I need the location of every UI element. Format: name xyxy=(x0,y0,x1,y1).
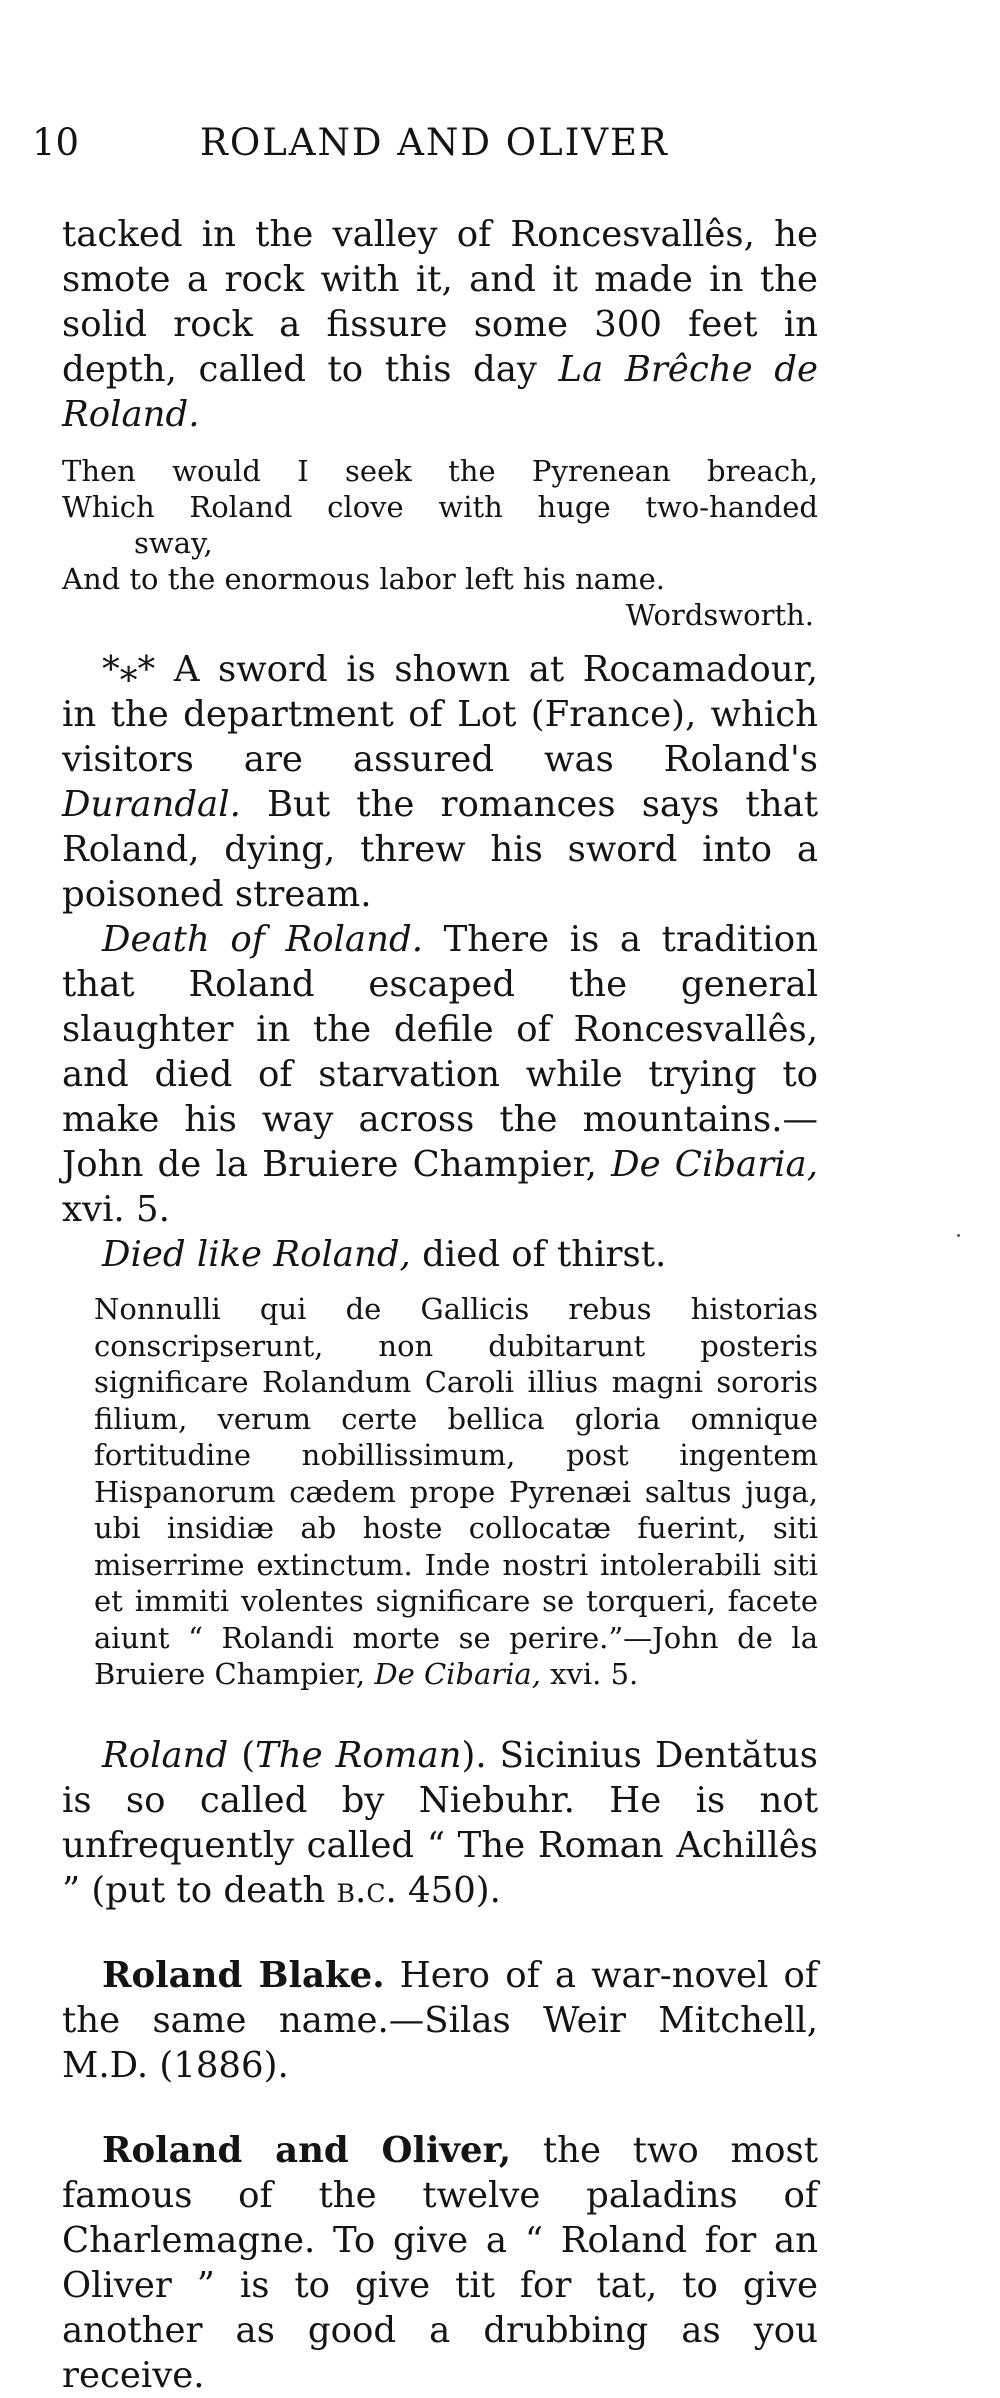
scan-speck xyxy=(957,1234,960,1237)
text: 450). xyxy=(396,1869,501,1911)
asterism: *⁎* xyxy=(102,649,156,690)
verse-attribution: Wordsworth. xyxy=(625,598,814,632)
verse-line: Which Roland clove with huge two-handed xyxy=(62,490,818,524)
verse-line-continuation: sway, xyxy=(134,526,213,560)
page-number: 10 xyxy=(32,121,80,164)
verse-line: And to the enormous labor left his name. xyxy=(62,562,665,596)
text: Hero of a war-novel of the same name.—Silas Weir Mitchell, M.D. (1886). xyxy=(62,1954,819,2086)
running-title: ROLAND AND OLIVER xyxy=(200,121,669,164)
italic-heading: Roland xyxy=(102,1734,229,1776)
entry-roland-and-oliver xyxy=(62,2128,818,2398)
italic-heading: Died like Roland, xyxy=(102,1234,411,1275)
paragraph-breche xyxy=(62,212,818,437)
text: But the romances says that Roland, dying, threw his sword into a poisoned stream. xyxy=(62,784,818,915)
page-body xyxy=(62,212,818,2398)
era-abbreviation: b.c. xyxy=(336,1869,397,1911)
verse-line: Then would I seek the Pyrenean breach, xyxy=(62,454,818,488)
italic-source: De Cibaria, xyxy=(374,1657,541,1691)
italic-heading: Death of Roland. xyxy=(102,919,423,960)
bold-heading: Roland and Oliver, xyxy=(102,2129,512,2171)
italic-source: De Cibaria, xyxy=(611,1144,818,1185)
paragraph-death-of-roland xyxy=(62,917,818,1232)
text: Nonnulli qui de Gallicis rebus historias conscripserunt, non dubitarunt posteris significare Rolandum Caroli illius magni sororis filium, verum certe bellica gloria omnique fortitudine nobillissimum, post ingentem Hispanorum cædem prope Pyrenæi saltus juga, ubi insidiæ ab hoste collocatæ fuerint, siti miserrime extinctum. Inde nostri intolerabili siti et immiti volentes significare se torqueri, facete aiunt “ Rolandi morte se perire.”—John de la Bruiere Champier, xyxy=(94,1292,818,1691)
paragraph-durandal xyxy=(62,647,818,917)
text: A sword is shown at Rocamadour, in the department of Lot (France), which visitors are assured was Roland's xyxy=(62,649,818,780)
entry-roland-blake xyxy=(62,1953,818,2088)
latin-quotation xyxy=(62,1291,818,1693)
italic-subtitle: The Roman xyxy=(255,1734,462,1776)
text: tacked in the valley of Roncesvallês, he smote a rock with it, and it made in the solid rock a fissure some 300 feet in depth, called to this day xyxy=(62,214,818,390)
text: ( xyxy=(228,1734,256,1776)
bold-heading: Roland Blake. xyxy=(102,1954,385,1996)
text: the two most famous of the twelve paladins of Charlemagne. To give a “ Roland for an Oliver ” is to give tit for tat, to give another as good a drubbing as you receive. xyxy=(62,2129,818,2396)
text: There is a tradition that Roland escaped the general slaughter in the defile of Roncesvallês, and died of starvation while trying to make his way across the mountains.—John de la Bruiere Champier, xyxy=(62,919,818,1185)
text: ). xyxy=(461,1734,487,1776)
italic-name: Durandal. xyxy=(62,784,241,825)
paragraph-died-like-roland xyxy=(62,1232,818,1277)
text: Sicinius Dentătus is so called by Niebuhr. He is not unfrequently called “ The Roman Achillês ” (put to death xyxy=(62,1734,818,1911)
verse-quotation xyxy=(62,453,818,633)
text: xvi. 5. xyxy=(62,1189,170,1230)
text: died of thirst. xyxy=(410,1234,667,1275)
italic-title: La Brêche de Roland. xyxy=(62,349,818,435)
entry-roland-the-roman xyxy=(62,1733,818,1913)
text: xvi. 5. xyxy=(540,1657,639,1691)
